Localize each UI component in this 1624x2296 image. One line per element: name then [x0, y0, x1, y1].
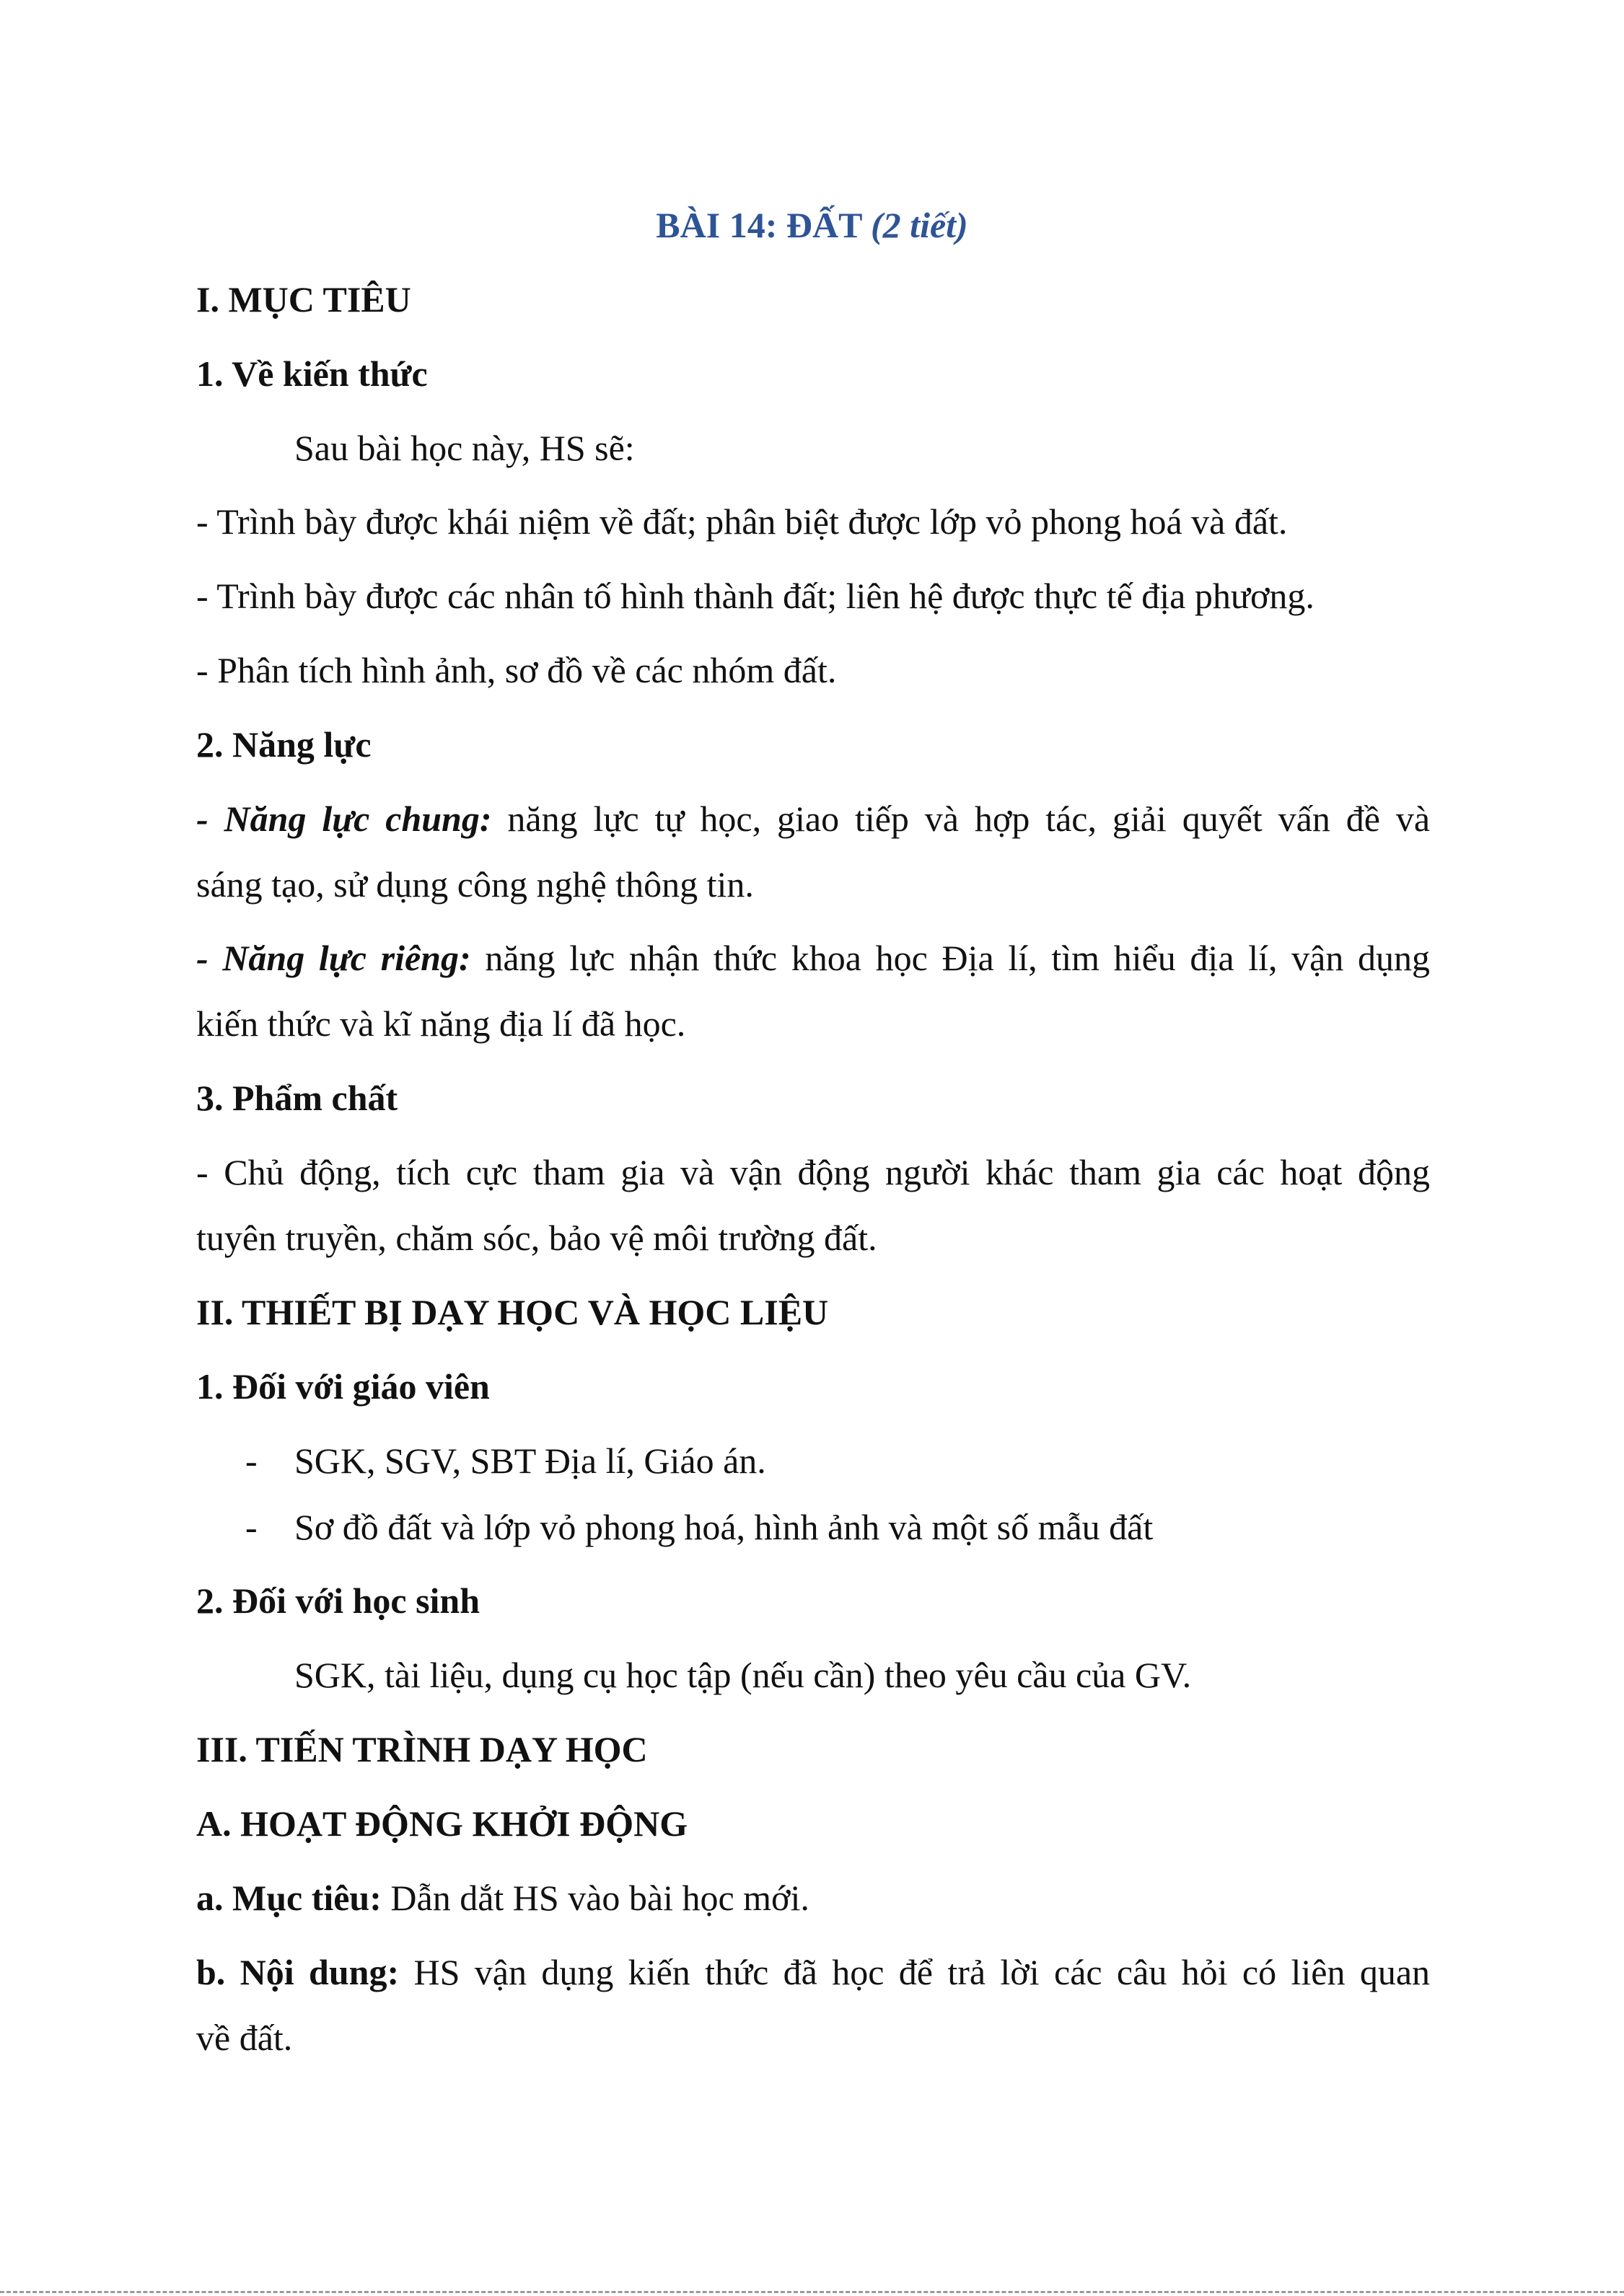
ability-general-label: - Năng lực chung:: [196, 799, 492, 839]
quality-line1: - Chủ động, tích cực tham gia và vận động người khác tham gia các hoạt động: [196, 1152, 1430, 1192]
knowledge-item: - Trình bày được khái niệm về đất; phân biệt được lớp vỏ phong hoá và đất.: [196, 501, 1288, 542]
lesson-title: [0, 202, 1624, 248]
section-heading-process: III. TIẾN TRÌNH DẠY HỌC: [196, 1729, 648, 1769]
activity-goal-label: a. Mục tiêu:: [196, 1878, 382, 1918]
teacher-item: SGK, SGV, SBT Địa lí, Giáo án.: [294, 1441, 766, 1481]
activity-content: [196, 1949, 1430, 1995]
bullet-dash: -: [245, 1507, 258, 1547]
ability-general-line: [196, 796, 1430, 842]
subheading-quality: 3. Phẩm chất: [196, 1078, 398, 1118]
knowledge-intro: Sau bài học này, HS sẽ:: [294, 428, 635, 468]
student-text: SGK, tài liệu, dụng cụ học tập (nếu cần) theo yêu cầu của GV.: [294, 1655, 1192, 1695]
subheading-ability: 2. Năng lực: [196, 724, 372, 765]
activity-content-text: HS vận dụng kiến thức đã học để trả lời các câu hỏi có liên quan: [413, 1952, 1431, 1992]
quality-line2: tuyên truyền, chăm sóc, bảo vệ môi trường đất.: [196, 1218, 877, 1258]
activity-content-line2: về đất.: [196, 2018, 293, 2058]
page-bottom-divider: [0, 2291, 1624, 2293]
ability-specific-label: - Năng lực riêng:: [196, 938, 471, 978]
teacher-item: Sơ đồ đất và lớp vỏ phong hoá, hình ảnh và một số mẫu đất: [294, 1507, 1154, 1547]
section-heading-equipment: II. THIẾT BỊ DẠY HỌC VÀ HỌC LIỆU: [196, 1292, 829, 1332]
subheading-student: 2. Đối với học sinh: [196, 1580, 480, 1621]
bullet-dash: -: [245, 1441, 258, 1481]
activity-content-label: b. Nội dung:: [196, 1952, 400, 1992]
ability-specific-line2: kiến thức và kĩ năng địa lí đã học.: [196, 1003, 686, 1044]
knowledge-item: - Phân tích hình ảnh, sơ đồ về các nhóm đất.: [196, 650, 837, 690]
ability-specific-line: [196, 935, 1430, 981]
subheading-teacher: 1. Đối với giáo viên: [196, 1366, 490, 1407]
ability-general-line2: sáng tạo, sử dụng công nghệ thông tin.: [196, 864, 754, 905]
lesson-title-main: BÀI 14: ĐẤT: [656, 205, 862, 245]
ability-specific-text: năng lực nhận thức khoa học Địa lí, tìm hiểu địa lí, vận dụng: [485, 938, 1431, 978]
section-heading-objectives: I. MỤC TIÊU: [196, 279, 411, 320]
subheading-knowledge: 1. Về kiến thức: [196, 353, 428, 394]
activity-goal-text: Dẫn dắt HS vào bài học mới.: [390, 1878, 809, 1918]
lesson-title-note: (2 tiết): [871, 205, 968, 245]
knowledge-item: - Trình bày được các nhân tố hình thành đất; liên hệ được thực tế địa phương.: [196, 576, 1314, 616]
subheading-activity-a: A. HOẠT ĐỘNG KHỞI ĐỘNG: [196, 1803, 688, 1844]
ability-general-text: năng lực tự học, giao tiếp và hợp tác, giải quyết vấn đề và: [507, 799, 1431, 839]
activity-goal: [196, 1875, 1430, 1921]
